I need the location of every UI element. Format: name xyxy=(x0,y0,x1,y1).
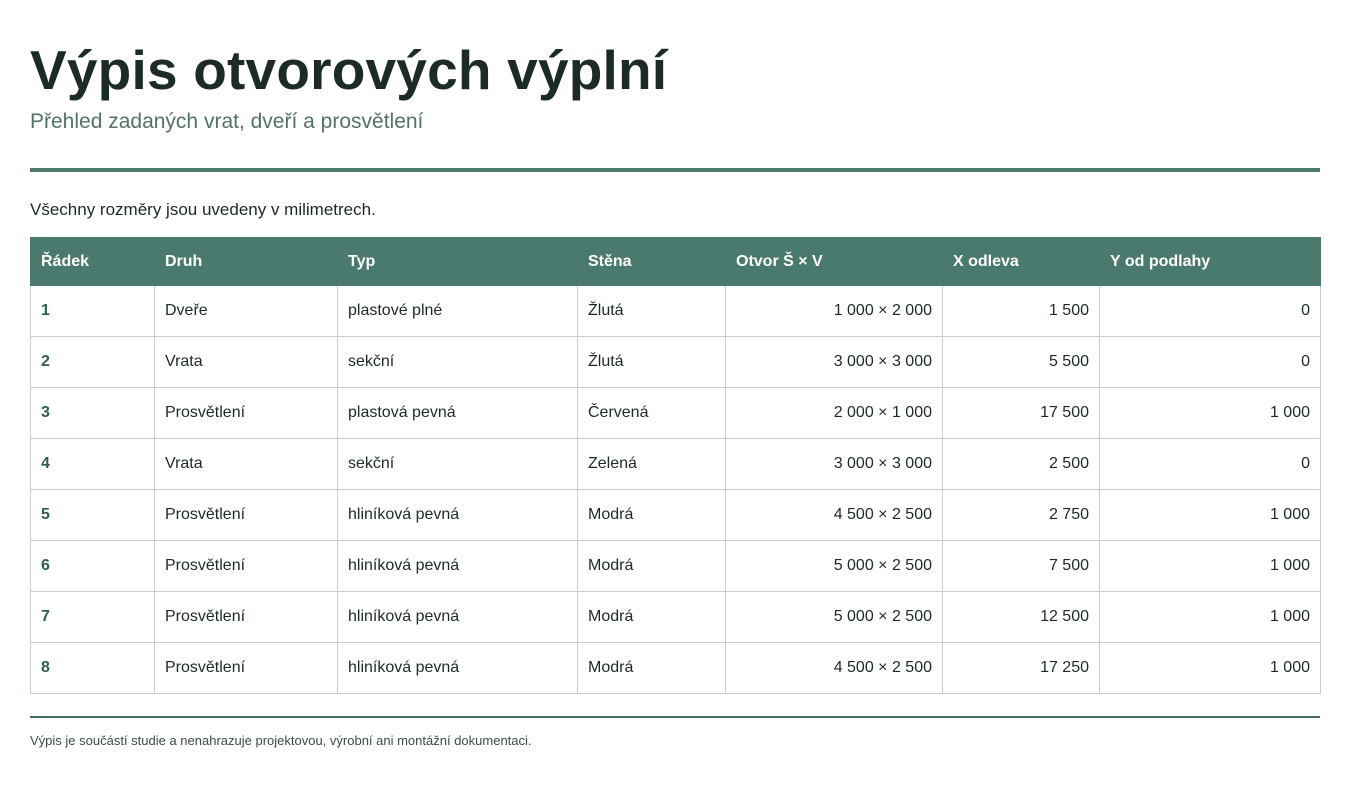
x-cell: 17 500 xyxy=(943,388,1100,439)
opening-cell: 3 000 × 3 000 xyxy=(726,337,943,388)
x-cell: 2 500 xyxy=(943,439,1100,490)
column-header-wall: Stěna xyxy=(578,238,726,286)
wall-cell: Žlutá xyxy=(578,337,726,388)
y-cell: 1 000 xyxy=(1100,388,1321,439)
kind-cell: Vrata xyxy=(155,439,338,490)
kind-cell: Dveře xyxy=(155,286,338,337)
row-number-cell: 4 xyxy=(31,439,155,490)
opening-cell: 2 000 × 1 000 xyxy=(726,388,943,439)
row-number-cell: 8 xyxy=(31,643,155,694)
type-cell: sekční xyxy=(338,337,578,388)
wall-cell: Modrá xyxy=(578,592,726,643)
openings-table xyxy=(30,237,1321,694)
type-cell: plastová pevná xyxy=(338,388,578,439)
opening-cell: 4 500 × 2 500 xyxy=(726,490,943,541)
kind-cell: Prosvětlení xyxy=(155,592,338,643)
row-number-cell: 2 xyxy=(31,337,155,388)
wall-cell: Žlutá xyxy=(578,286,726,337)
wall-cell: Modrá xyxy=(578,541,726,592)
table-row xyxy=(31,592,1321,643)
opening-cell: 4 500 × 2 500 xyxy=(726,643,943,694)
page-title: Výpis otvorových výplní xyxy=(30,39,668,101)
wall-cell: Zelená xyxy=(578,439,726,490)
table-row xyxy=(31,439,1321,490)
kind-cell: Prosvětlení xyxy=(155,388,338,439)
y-cell: 1 000 xyxy=(1100,541,1321,592)
x-cell: 1 500 xyxy=(943,286,1100,337)
row-number-cell: 7 xyxy=(31,592,155,643)
table-header-row xyxy=(31,238,1321,286)
column-header-y: Y od podlahy xyxy=(1100,238,1321,286)
row-number-cell: 5 xyxy=(31,490,155,541)
type-cell: hliníková pevná xyxy=(338,541,578,592)
kind-cell: Prosvětlení xyxy=(155,643,338,694)
kind-cell: Prosvětlení xyxy=(155,541,338,592)
column-header-opening: Otvor Š × V xyxy=(726,238,943,286)
row-number-cell: 6 xyxy=(31,541,155,592)
column-header-row-number: Řádek xyxy=(31,238,155,286)
y-cell: 0 xyxy=(1100,286,1321,337)
column-header-x: X odleva xyxy=(943,238,1100,286)
table-row xyxy=(31,490,1321,541)
column-header-type: Typ xyxy=(338,238,578,286)
x-cell: 2 750 xyxy=(943,490,1100,541)
x-cell: 17 250 xyxy=(943,643,1100,694)
opening-cell: 3 000 × 3 000 xyxy=(726,439,943,490)
opening-cell: 5 000 × 2 500 xyxy=(726,541,943,592)
opening-cell: 1 000 × 2 000 xyxy=(726,286,943,337)
table-row xyxy=(31,286,1321,337)
table-row xyxy=(31,337,1321,388)
row-number-cell: 3 xyxy=(31,388,155,439)
units-note: Všechny rozměry jsou uvedeny v milimetrech. xyxy=(30,200,376,219)
wall-cell: Modrá xyxy=(578,490,726,541)
table-row xyxy=(31,388,1321,439)
table-row xyxy=(31,643,1321,694)
footer-divider xyxy=(30,716,1320,718)
header-divider xyxy=(30,168,1320,172)
wall-cell: Modrá xyxy=(578,643,726,694)
x-cell: 12 500 xyxy=(943,592,1100,643)
type-cell: hliníková pevná xyxy=(338,592,578,643)
y-cell: 1 000 xyxy=(1100,643,1321,694)
column-header-kind: Druh xyxy=(155,238,338,286)
type-cell: hliníková pevná xyxy=(338,643,578,694)
kind-cell: Vrata xyxy=(155,337,338,388)
y-cell: 0 xyxy=(1100,439,1321,490)
type-cell: plastové plné xyxy=(338,286,578,337)
table-row xyxy=(31,541,1321,592)
y-cell: 0 xyxy=(1100,337,1321,388)
type-cell: hliníková pevná xyxy=(338,490,578,541)
page-subtitle: Přehled zadaných vrat, dveří a prosvětlení xyxy=(30,110,424,133)
y-cell: 1 000 xyxy=(1100,592,1321,643)
x-cell: 7 500 xyxy=(943,541,1100,592)
row-number-cell: 1 xyxy=(31,286,155,337)
type-cell: sekční xyxy=(338,439,578,490)
y-cell: 1 000 xyxy=(1100,490,1321,541)
kind-cell: Prosvětlení xyxy=(155,490,338,541)
opening-cell: 5 000 × 2 500 xyxy=(726,592,943,643)
footer-disclaimer: Výpis je součástí studie a nenahrazuje projektovou, výrobní ani montážní dokumentaci. xyxy=(30,733,532,748)
wall-cell: Červená xyxy=(578,388,726,439)
x-cell: 5 500 xyxy=(943,337,1100,388)
